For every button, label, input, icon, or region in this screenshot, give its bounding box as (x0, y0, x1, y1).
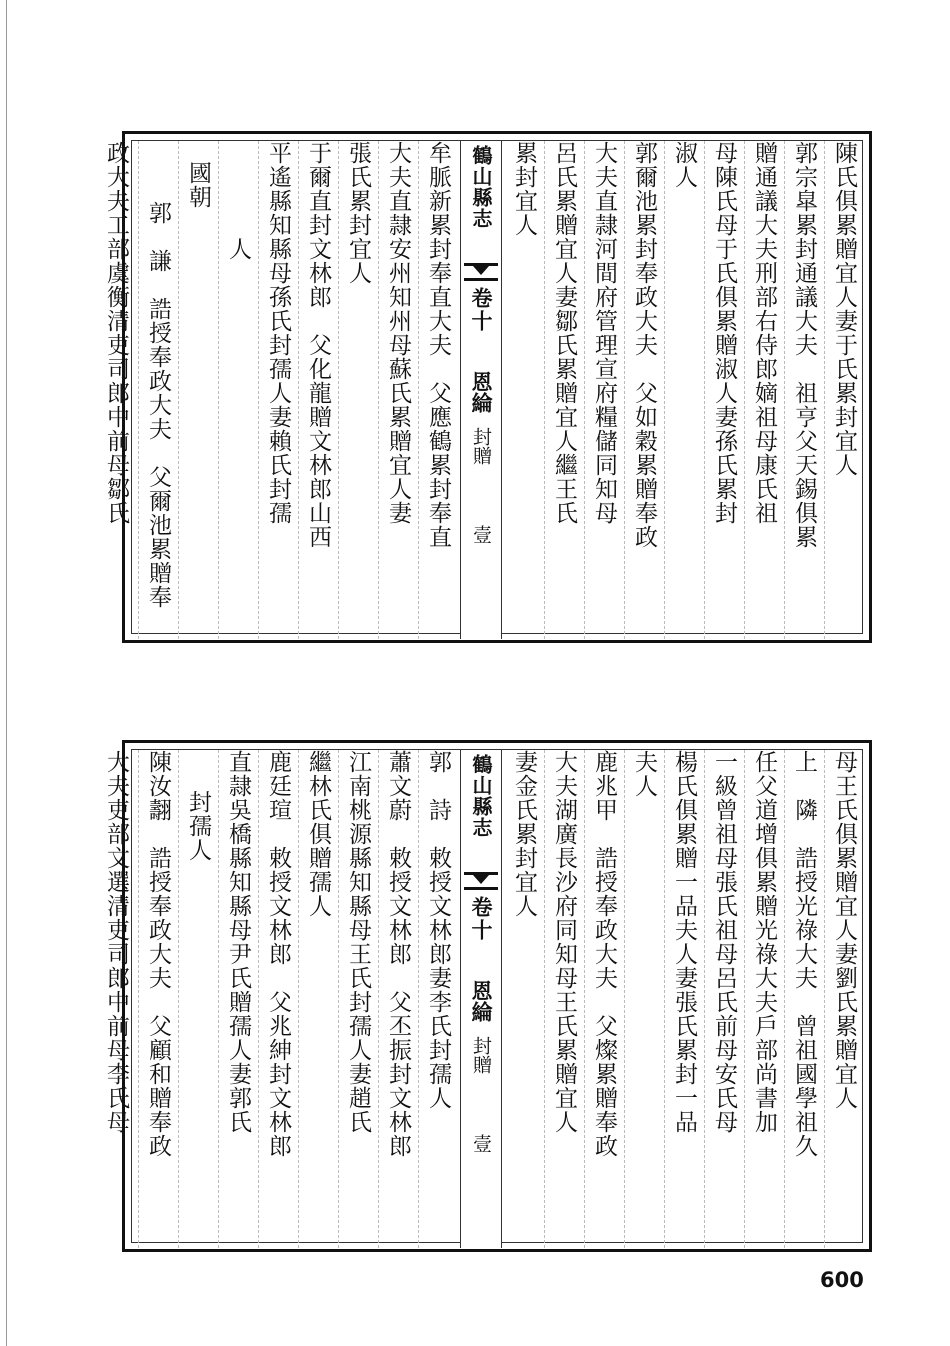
column-rule (704, 141, 705, 639)
page-frame (103, 140, 863, 634)
column-rule (258, 750, 259, 1248)
column-rule (544, 141, 545, 639)
column-rule (624, 750, 625, 1248)
text-column: 任父道增俱累贈光祿大夫戶部尚書加 (751, 750, 777, 1134)
volume-label: 卷十 (469, 287, 494, 333)
text-column: 張氏累封宜人 (345, 141, 371, 285)
column-rule (338, 750, 339, 1248)
text-column: 蕭文蔚 敕授文林郎 父丕振封文林郎 (385, 750, 411, 1158)
book-page-lower (103, 740, 872, 1252)
running-head (460, 750, 502, 1248)
text-column: 郭 詩 敕授文林郎妻李氏封孺人 (425, 750, 451, 1110)
column-rule (784, 750, 785, 1248)
text-column: 母王氏俱累贈宜人妻劉氏累贈宜人 (831, 750, 857, 1110)
text-column: 直隷吳橋縣知縣母尹氏贈孺人妻郭氏 (225, 750, 251, 1134)
text-column: 江南桃源縣知縣母王氏封孺人妻趙氏 (345, 750, 371, 1134)
text-column: 大夫直隷河間府管理宣府糧儲同知母 (591, 141, 617, 525)
text-column: 繼林氏俱贈孺人 (305, 750, 331, 918)
column-rule (338, 141, 339, 639)
column-rule (784, 141, 785, 639)
column-rule (298, 750, 299, 1248)
column-rule (704, 750, 705, 1248)
book-page-upper (103, 131, 872, 643)
book-title: 鶴山縣志 (469, 145, 493, 229)
page-frame (103, 749, 863, 1243)
column-rule (258, 141, 259, 639)
fish-tail-mark-icon (464, 872, 498, 890)
text-column: 鹿兆甲 誥授奉政大夫 父燦累贈奉政 (591, 750, 617, 1158)
text-column: 郭爾池累封奉政大夫 父如穀累贈奉政 (631, 141, 657, 549)
column-rule (378, 141, 379, 639)
text-column: 封孺人 (185, 790, 211, 862)
text-column: 大夫吏部文選清吏司郎中前母李氏母 (103, 750, 129, 1134)
text-column: 夫人 (631, 750, 657, 798)
text-column: 妻金氏累封宜人 (511, 750, 537, 918)
column-rule (418, 141, 419, 639)
column-rule (824, 750, 825, 1248)
text-column: 郭 謙 誥授奉政大夫 父爾池累贈奉 (145, 201, 171, 609)
column-rule (544, 750, 545, 1248)
text-column: 累封宜人 (511, 141, 537, 237)
text-column: 郭宗皐累封通議大夫 祖亨父天錫俱累 (791, 141, 817, 549)
column-rule (378, 750, 379, 1248)
text-column: 政大夫工部虞衡清吏司郎中前母鄒氏 (103, 141, 129, 525)
column-rule (298, 141, 299, 639)
text-column: 陳氏俱累贈宜人妻于氏累封宜人 (831, 141, 857, 477)
column-rule (178, 141, 179, 639)
book-title: 鶴山縣志 (469, 754, 493, 838)
text-column: 淑人 (671, 141, 697, 189)
column-rule (824, 141, 825, 639)
column-rule (664, 750, 665, 1248)
subsection-label: 封贈 (470, 1036, 492, 1074)
section-label: 恩綸 (469, 371, 494, 413)
page-number: 600 (820, 1268, 864, 1292)
text-column: 上 隣 誥授光祿大夫 曾祖國學祖久 (791, 750, 817, 1158)
text-column: 呂氏累贈宜人妻鄒氏累贈宜人繼王氏 (551, 141, 577, 525)
running-head (460, 141, 502, 639)
column-rule (584, 141, 585, 639)
leaf-number: 壹 (470, 525, 492, 544)
column-rule (138, 141, 139, 639)
column-rule (218, 750, 219, 1248)
text-column: 陳汝翿 誥授奉政大夫 父顧和贈奉政 (145, 750, 171, 1158)
text-column: 于爾直封文林郎 父化龍贈文林郎山西 (305, 141, 331, 549)
text-column: 鹿廷瑄 敕授文林郎 父兆紳封文林郎 (265, 750, 291, 1158)
fish-tail-mark-icon (464, 263, 498, 281)
text-column: 大夫直隷安州知州母蘇氏累贈宜人妻 (385, 141, 411, 525)
text-column: 平遙縣知縣母孫氏封孺人妻賴氏封孺 (265, 141, 291, 525)
column-rule (418, 750, 419, 1248)
column-rule (218, 141, 219, 639)
page-edge-line (6, 0, 7, 1346)
text-column: 楊氏俱累贈一品夫人妻張氏累封一品 (671, 750, 697, 1134)
column-rule (744, 750, 745, 1248)
dynasty-heading: 國朝 (185, 161, 211, 209)
text-column: 贈通議大夫刑部右侍郎嫡祖母康氏祖 (751, 141, 777, 525)
column-rule (664, 141, 665, 639)
column-rule (178, 750, 179, 1248)
text-column: 人 (225, 237, 251, 261)
column-rule (138, 750, 139, 1248)
text-column: 大夫湖廣長沙府同知母王氏累贈宜人 (551, 750, 577, 1134)
subsection-label: 封贈 (470, 427, 492, 465)
column-rule (584, 750, 585, 1248)
column-rule (624, 141, 625, 639)
text-column: 牟脈新累封奉直大夫 父應鶴累封奉直 (425, 141, 451, 549)
section-label: 恩綸 (469, 980, 494, 1022)
volume-label: 卷十 (469, 896, 494, 942)
text-column: 一級曾祖母張氏祖母呂氏前母安氏母 (711, 750, 737, 1134)
leaf-number: 壹 (470, 1134, 492, 1153)
column-rule (744, 141, 745, 639)
text-column: 母陳氏母于氏俱累贈淑人妻孫氏累封 (711, 141, 737, 525)
